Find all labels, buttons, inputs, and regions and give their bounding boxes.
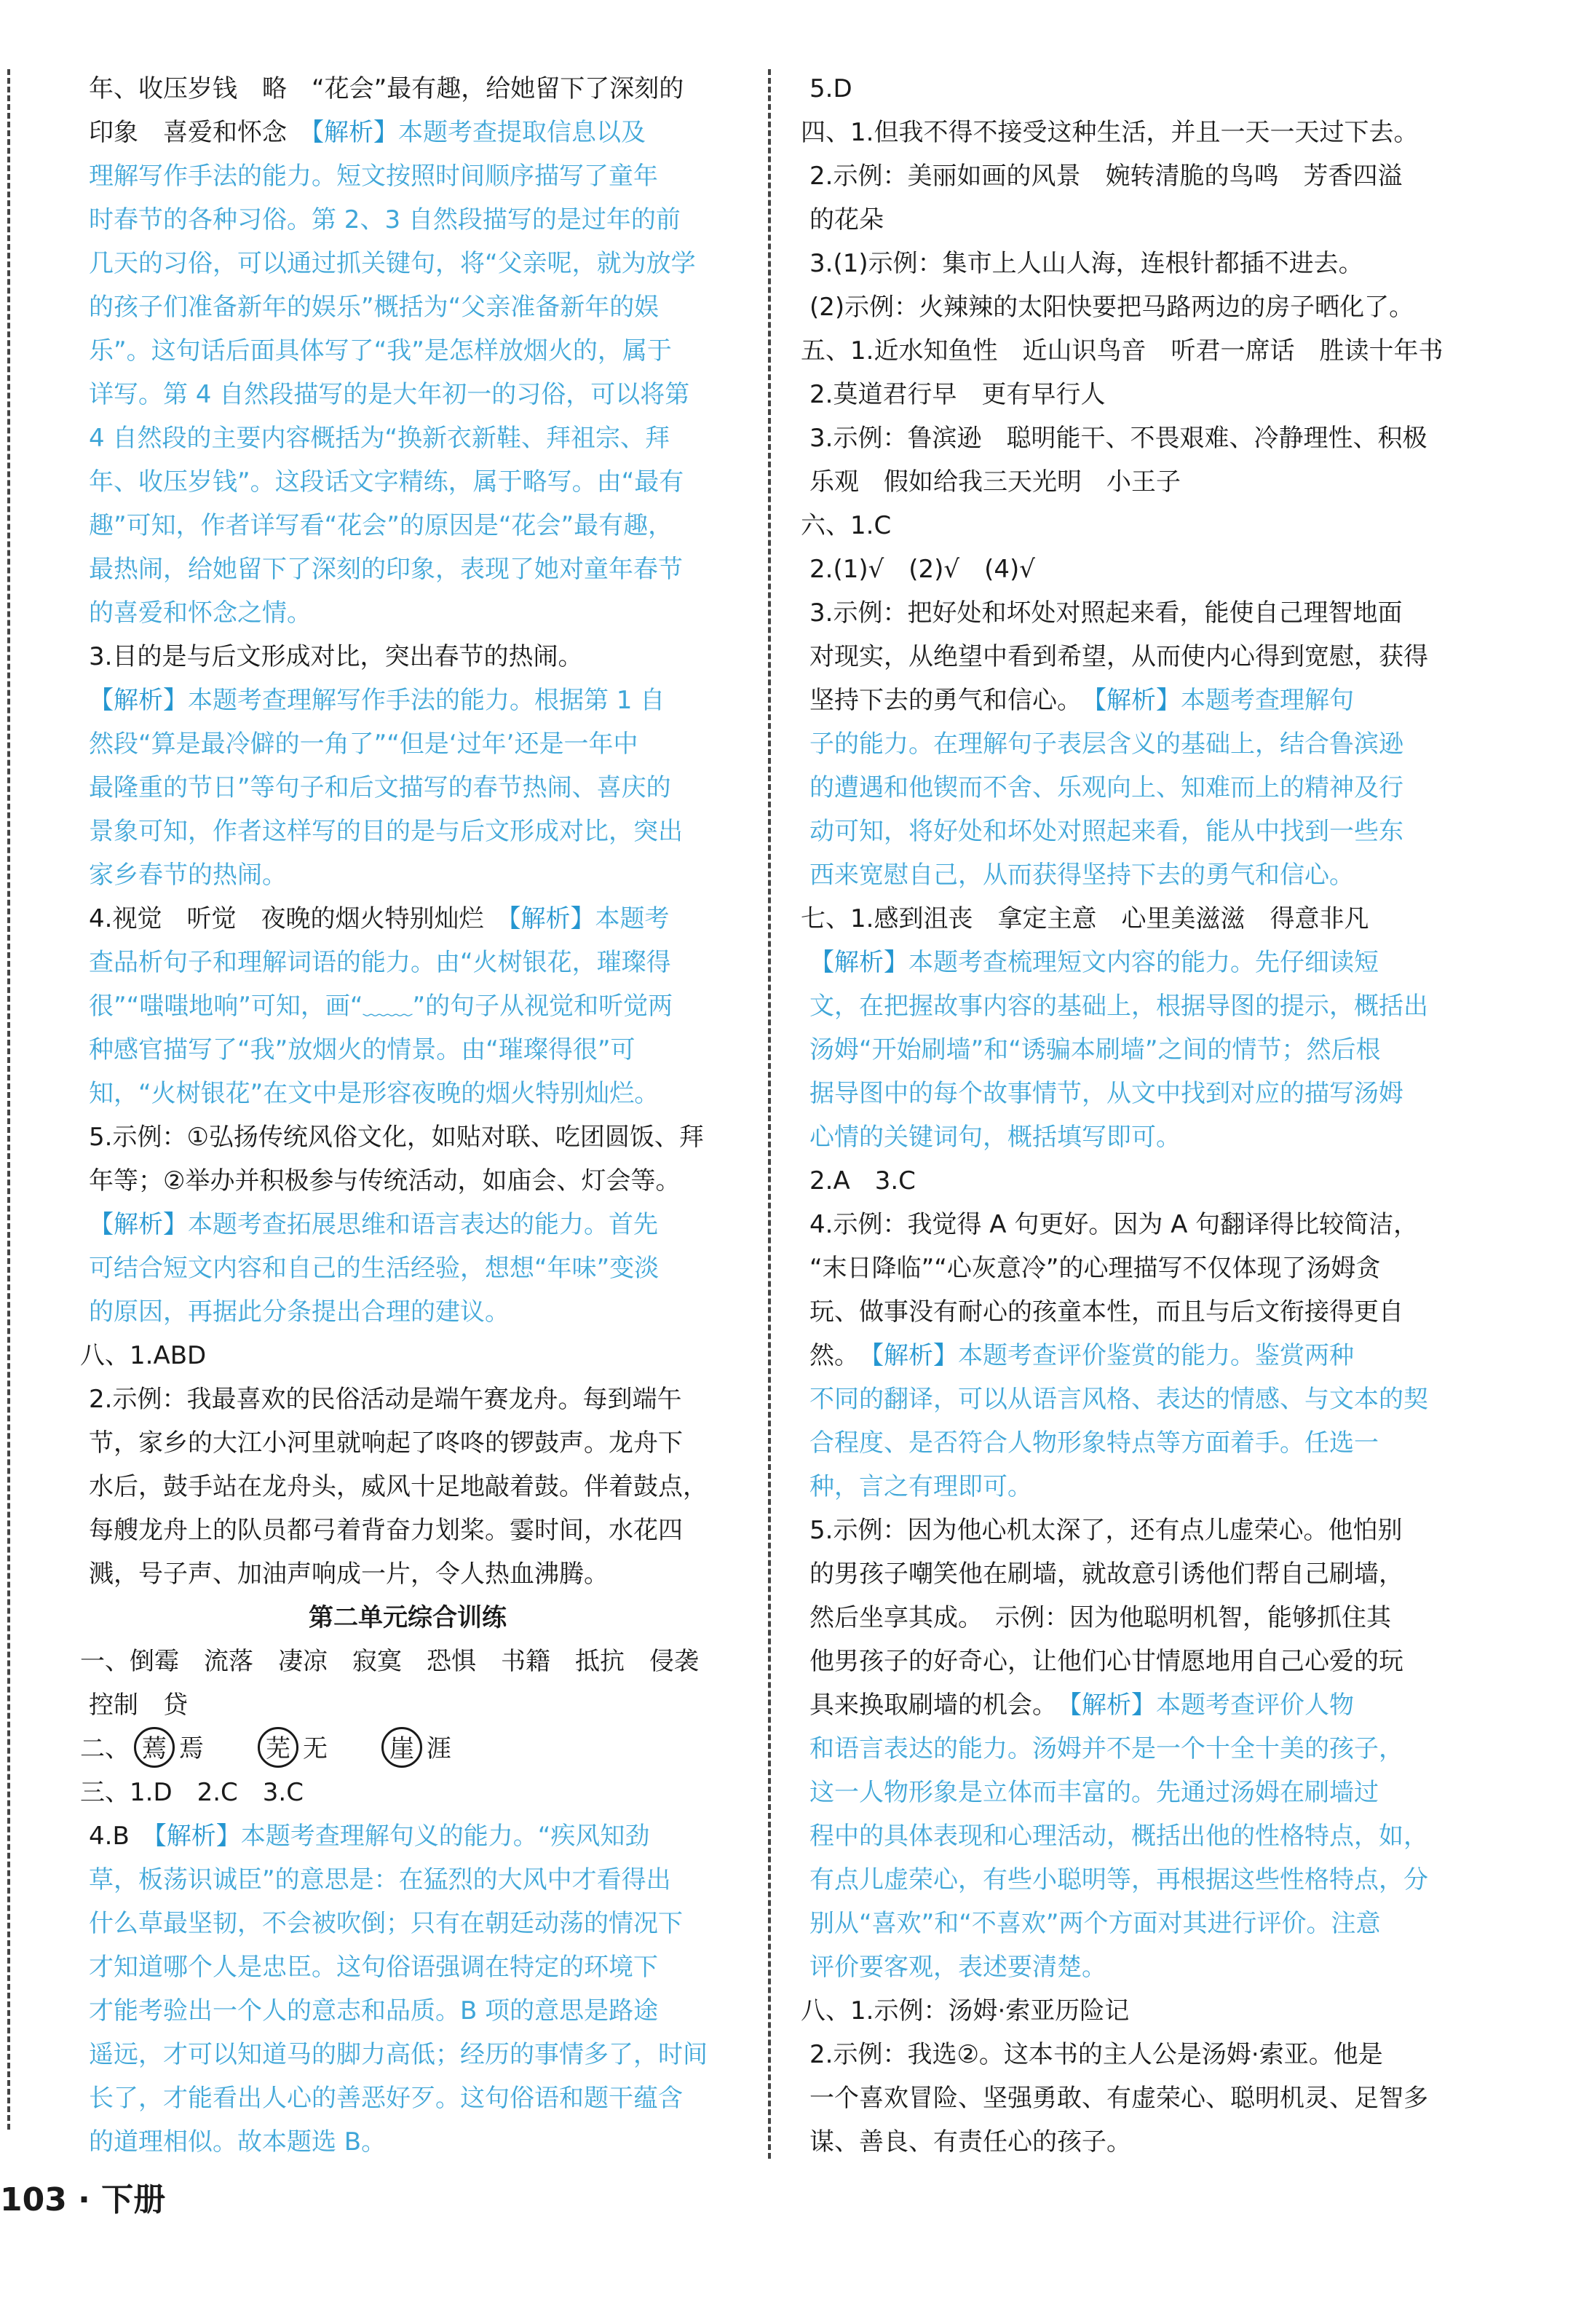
right-line: [801, 1072, 1492, 1115]
analysis-text: 本题考查理解句: [1181, 686, 1354, 715]
line-text: 2.示例：我选②。这本书的主人公是汤姆·索亚。他是: [809, 2040, 1383, 2069]
line-text: 草，板荡识诚臣”的意思是：在猛烈的大风中才看得出: [89, 1865, 671, 1894]
right-line: [801, 1596, 1492, 1640]
left-line: [80, 111, 735, 154]
left-line: [80, 1683, 735, 1727]
left-line: [80, 1115, 735, 1159]
analysis-tag: 【解析】: [89, 686, 188, 715]
right-line: [801, 329, 1492, 373]
line-text: 具来换取刷墙的机会。: [809, 1691, 1069, 1720]
left-line: [80, 1771, 735, 1814]
left-line: [80, 591, 735, 635]
right-column: [801, 67, 1492, 2164]
line-text: 理解写作手法的能力。短文按照时间顺序描写了童年: [89, 162, 658, 191]
line-text: 4.示例：我觉得 A 句更好。因为 A 句翻译得比较简洁，: [809, 1210, 1419, 1239]
left-line: [80, 1596, 735, 1640]
line-text: 七、1.感到沮丧 拿定主意 心里美滋滋 得意非凡: [801, 904, 1369, 933]
left-line: [80, 1334, 735, 1378]
line-text: 溅，号子声、加油声响成一片，令人热血沸腾。: [89, 1560, 609, 1589]
analysis-text: 本题考查梳理短文内容的能力。先仔细读短: [908, 948, 1379, 977]
analysis-text: 本题考查提取信息以及: [398, 118, 646, 147]
left-line: [80, 1814, 735, 1858]
line-text: 一个喜欢冒险、坚强勇敢、有虚荣心、聪明机灵、足智多: [809, 2084, 1428, 2113]
left-line: [80, 242, 735, 285]
left-line: [80, 635, 735, 679]
line-text: 景象可知，作者这样写的目的是与后文形成对比，突出: [89, 817, 683, 846]
line-text: 谋、善良、有责任心的孩子。: [809, 2127, 1131, 2157]
line-text: 然段“算是最冷僻的一角了”“但是‘过年’还是一年中: [89, 730, 638, 759]
left-line: [80, 984, 735, 1028]
right-line: [801, 1159, 1492, 1203]
line-text: 2.(1)√ (2)√ (4)√: [809, 555, 1035, 584]
line-text: 2.示例：我最喜欢的民俗活动是端午赛龙舟。每到端午: [89, 1385, 682, 1414]
line-text: 4.视觉 听觉 夜晚的烟火特别灿烂: [89, 904, 509, 933]
left-line: [80, 504, 735, 548]
line-text: 三、1.D 2.C 3.C: [80, 1778, 304, 1807]
right-line: [801, 1945, 1492, 1989]
left-line: [80, 1072, 735, 1115]
left-line: [80, 1989, 735, 2033]
line-text: 最热闹，给她留下了深刻的印象，表现了她对童年春节: [89, 555, 683, 584]
right-line: [801, 460, 1492, 504]
left-line: [80, 766, 735, 810]
line-text: 印象 喜爱和怀念: [89, 118, 312, 147]
right-line: [801, 1858, 1492, 1902]
left-line: [80, 1378, 735, 1421]
left-margin-rule: [7, 69, 10, 2130]
right-line: [801, 1683, 1492, 1727]
right-line: [801, 1421, 1492, 1465]
right-line: [801, 198, 1492, 242]
line-text: (2)示例：火辣辣的太阳快要把马路两边的房子晒化了。: [809, 293, 1414, 322]
line-text: 第二单元综合训练: [309, 1603, 507, 1632]
analysis-tag: 【解析】: [809, 948, 908, 977]
line-text: 种，言之有理即可。: [809, 1472, 1032, 1501]
line-text: 据导图中的每个故事情节，从文中找到对应的描写汤姆: [809, 1079, 1403, 1108]
left-line: [80, 1945, 735, 1989]
left-line: [80, 1858, 735, 1902]
line-text: 和语言表达的能力。汤姆并不是一个十全十美的孩子，: [809, 1734, 1403, 1763]
line-text: 然。: [809, 1341, 871, 1370]
right-line: [801, 1771, 1492, 1814]
right-line: [801, 1465, 1492, 1509]
line-text: 节，家乡的大江小河里就响起了咚咚的锣鼓声。龙舟下: [89, 1428, 683, 1458]
line-text: 时春节的各种习俗。第 2、3 自然段描写的是过年的前: [89, 205, 681, 234]
right-line: [801, 635, 1492, 679]
line-text: 3.(1)示例：集市上人山人海，连根针都插不进去。: [809, 249, 1363, 278]
line-text: 控制 贷: [89, 1691, 188, 1720]
page-footer: 103 · 下册: [0, 2181, 166, 2218]
analysis-text: 本题考查拓展思维和语言表达的能力。首先: [188, 1210, 658, 1239]
line-text: 5.示例：因为他心机太深了，还有点儿虚荣心。他怕别: [809, 1516, 1403, 1545]
line-text: 2.示例：美丽如画的风景 婉转清脆的鸟鸣 芳香四溢: [809, 162, 1403, 191]
line-text: 的道理相似。故本题选 B。: [89, 2127, 387, 2157]
line-text: 每艘龙舟上的队员都弓着背奋力划桨。霎时间，水花四: [89, 1516, 683, 1545]
left-line: [80, 2033, 735, 2076]
line-text: 乐”。这句话后面具体写了“我”是怎样放烟火的，属于: [89, 336, 672, 365]
left-line: [80, 941, 735, 984]
line-text: 合程度、是否符合人物形象特点等方面着手。任选一: [809, 1428, 1379, 1458]
line-text: 别从“喜欢”和“不喜欢”两个方面对其进行评价。注意: [809, 1909, 1381, 1938]
circled-character: 崖: [381, 1727, 422, 1768]
line-text: 不同的翻译，可以从语言风格、表达的情感、与文本的契: [809, 1385, 1428, 1414]
left-line: [80, 198, 735, 242]
left-line: [80, 1902, 735, 1945]
right-line: [801, 373, 1492, 416]
right-line: [801, 242, 1492, 285]
line-text: 评价要客观，表述要清楚。: [809, 1953, 1106, 1982]
right-line: [801, 1902, 1492, 1945]
right-line: [801, 897, 1492, 941]
left-line: [80, 2120, 735, 2164]
right-line: [801, 1509, 1492, 1552]
analysis-tag: 【解析】: [508, 904, 595, 933]
left-line: [80, 460, 735, 504]
right-line: [801, 766, 1492, 810]
line-text: 心情的关键词句，概括填写即可。: [809, 1123, 1181, 1152]
left-line: [80, 679, 735, 722]
left-line: [80, 1465, 735, 1509]
line-text: 五、1.近水知鱼性 近山识鸟音 听君一席话 胜读十年书: [801, 336, 1444, 365]
line-text: 趣”可知，作者详写看“花会”的原因是“花会”最有趣，: [89, 511, 673, 540]
left-line: [80, 373, 735, 416]
right-line: [801, 1552, 1492, 1596]
line-text: 的孩子们准备新年的娱乐”概括为“父亲准备新年的娱: [89, 293, 660, 322]
left-line: [80, 1421, 735, 1465]
left-line: [80, 67, 735, 111]
line-text: 的喜爱和怀念之情。: [89, 598, 312, 628]
line-text: 知，“火树银花”在文中是形容夜晚的烟火特别灿烂。: [89, 1079, 660, 1108]
line-text: 5.D: [809, 74, 852, 103]
line-text: 程中的具体表现和心理活动，概括出他的性格特点，如，: [809, 1822, 1428, 1851]
right-line: [801, 1290, 1492, 1334]
line-text: 查品析句子和理解词语的能力。由“火树银花，璀璨得: [89, 948, 671, 977]
left-line: [80, 1290, 735, 1334]
left-line: [80, 416, 735, 460]
line-text: “末日降临”“心灰意冷”的心理描写不仅体现了汤姆贪: [809, 1254, 1381, 1283]
right-line: [801, 853, 1492, 897]
right-line: [801, 591, 1492, 635]
line-text: 然后坐享其成。 示例：因为他聪明机智，能够抓住其: [809, 1603, 1391, 1632]
left-column: [80, 67, 735, 2164]
analysis-text: 本题考查理解写作手法的能力。根据第 1 自: [188, 686, 665, 715]
left-line: [80, 154, 735, 198]
right-line: [801, 548, 1492, 591]
left-line: [80, 2076, 735, 2120]
left-line: [80, 1203, 735, 1246]
circled-character: 蔫: [134, 1727, 175, 1768]
line-text: 文，在把握故事内容的基础上，根据导图的提示，概括出: [809, 992, 1428, 1021]
line-text: 对现实，从绝望中看到希望，从而使内心得到宽慰，获得: [809, 642, 1428, 671]
line-text: 很”“嗤嗤地响”可知，画“﹏﹏”的句子从视觉和听觉两: [89, 992, 673, 1021]
line-text: 家乡春节的热闹。: [89, 861, 287, 890]
line-text: 4 自然段的主要内容概括为“换新衣新鞋、拜祖宗、拜: [89, 424, 670, 453]
right-line: [801, 416, 1492, 460]
line-text: 年等；②举办并积极参与传统活动，如庙会、灯会等。: [89, 1166, 681, 1195]
line-text: 可结合短文内容和自己的生活经验，想想“年味”变淡: [89, 1254, 660, 1283]
right-line: [801, 111, 1492, 154]
line-text: 坚持下去的勇气和信心。: [809, 686, 1094, 715]
line-text: 这一人物形象是立体而丰富的。先通过汤姆在刷墙过: [809, 1778, 1379, 1807]
left-line: [80, 548, 735, 591]
right-line: [801, 1727, 1492, 1771]
right-line: [801, 1203, 1492, 1246]
right-line: [801, 1378, 1492, 1421]
left-line: [80, 853, 735, 897]
right-line: [801, 1028, 1492, 1072]
line-text: 年、收压岁钱”。这段话文字精练，属于略写。由“最有: [89, 467, 684, 497]
right-line: [801, 679, 1492, 722]
line-text: 玩、做事没有耐心的孩童本性，而且与后文衔接得更自: [809, 1297, 1403, 1327]
character-correction: 涯: [427, 1734, 451, 1763]
left-line: [80, 285, 735, 329]
section-number: 二、: [80, 1734, 130, 1763]
left-line: [80, 897, 735, 941]
line-text: 六、1.C: [801, 511, 892, 540]
line-text: 子的能力。在理解句子表层含义的基础上，结合鲁滨逊: [809, 730, 1403, 759]
line-text: 详写。第 4 自然段描写的是大年初一的习俗，可以将第: [89, 380, 690, 409]
left-line: [80, 1727, 735, 1771]
line-text: 最隆重的节日”等句子和后文描写的春节热闹、喜庆的: [89, 773, 671, 802]
line-text: 有点儿虚荣心，有些小聪明等，再根据这些性格特点，分: [809, 1865, 1428, 1894]
line-text: 5.示例：①弘扬传统风俗文化，如贴对联、吃团圆饭、拜: [89, 1123, 704, 1152]
analysis-text: 本题考: [595, 904, 670, 933]
column-divider: [768, 69, 771, 2159]
line-text: 长了，才能看出人心的善恶好歹。这句俗语和题干蕴含: [89, 2084, 683, 2113]
right-line: [801, 67, 1492, 111]
right-line: [801, 1989, 1492, 2033]
line-text: 八、1.示例：汤姆·索亚历险记: [801, 1996, 1130, 2025]
line-text: 2.莫道君行早 更有早行人: [809, 380, 1106, 409]
line-text: 八、1.ABD: [80, 1341, 207, 1370]
right-line: [801, 810, 1492, 853]
line-text: 他男孩子的好奇心，让他们心甘情愿地用自己心爱的玩: [809, 1647, 1403, 1676]
left-line: [80, 329, 735, 373]
line-text: 西来宽慰自己，从而获得坚持下去的勇气和信心。: [809, 861, 1354, 890]
right-line: [801, 2120, 1492, 2164]
left-line: [80, 1159, 735, 1203]
line-text: 动可知，将好处和坏处对照起来看，能从中找到一些东: [809, 817, 1403, 846]
line-text: 2.A 3.C: [809, 1166, 916, 1195]
analysis-tag: 【解析】: [154, 1822, 241, 1851]
circled-character: 芜: [258, 1727, 298, 1768]
right-line: [801, 1115, 1492, 1159]
right-line: [801, 1246, 1492, 1290]
left-line: [80, 810, 735, 853]
line-text: 汤姆“开始刷墙”和“诱骗本刷墙”之间的情节；然后根: [809, 1035, 1381, 1064]
left-line: [80, 1640, 735, 1683]
line-text: 几天的习俗，可以通过抓关键句，将“父亲呢，就为放学: [89, 249, 696, 278]
line-text: 的花朵: [809, 205, 884, 234]
line-text: 的男孩子嘲笑他在刷墙，就故意引诱他们帮自己刷墙，: [809, 1560, 1403, 1589]
right-line: [801, 984, 1492, 1028]
right-line: [801, 2076, 1492, 2120]
line-text: 3.示例：把好处和坏处对照起来看，能使自己理智地面: [809, 598, 1403, 628]
line-text: 才能考验出一个人的意志和品质。B 项的意思是路途: [89, 1996, 659, 2025]
line-text: 的原因，再据此分条提出合理的建议。: [89, 1297, 510, 1327]
analysis-text: 本题考查理解句义的能力。“疾风知劲: [240, 1822, 650, 1851]
right-line: [801, 285, 1492, 329]
analysis-tag: 【解析】: [89, 1210, 188, 1239]
right-line: [801, 2033, 1492, 2076]
analysis-text: 本题考查评价人物: [1156, 1691, 1354, 1720]
character-correction: 无: [303, 1734, 377, 1763]
left-line: [80, 1028, 735, 1072]
line-text: 年、收压岁钱 略 “花会”最有趣，给她留下了深刻的: [89, 74, 684, 103]
line-text: 乐观 假如给我三天光明 小王子: [809, 467, 1181, 497]
line-text: 种感官描写了“我”放烟火的情景。由“璀璨得很”可: [89, 1035, 635, 1064]
left-line: [80, 722, 735, 766]
right-line: [801, 504, 1492, 548]
right-line: [801, 722, 1492, 766]
right-line: [801, 1334, 1492, 1378]
left-line: [80, 1509, 735, 1552]
right-line: [801, 154, 1492, 198]
left-line: [80, 1246, 735, 1290]
analysis-tag: 【解析】: [1069, 1691, 1156, 1720]
analysis-tag: 【解析】: [312, 118, 398, 147]
line-text: 四、1.但我不得不接受这种生活，并且一天一天过下去。: [801, 118, 1419, 147]
left-line: [80, 1552, 735, 1596]
right-line: [801, 941, 1492, 984]
line-text: 遥远，才可以知道马的脚力高低；经历的事情多了，时间: [89, 2040, 708, 2069]
line-text: 一、倒霉 流落 凄凉 寂寞 恐惧 书籍 抵抗 侵袭: [80, 1647, 699, 1676]
right-line: [801, 1640, 1492, 1683]
analysis-tag: 【解析】: [1094, 686, 1181, 715]
line-text: 4.B: [89, 1822, 154, 1851]
analysis-text: 本题考查评价鉴赏的能力。鉴赏两种: [958, 1341, 1354, 1370]
analysis-tag: 【解析】: [871, 1341, 958, 1370]
character-correction: 焉: [179, 1734, 253, 1763]
line-text: 3.目的是与后文形成对比，突出春节的热闹。: [89, 642, 583, 671]
line-text: 什么草最坚韧，不会被吹倒；只有在朝廷动荡的情况下: [89, 1909, 683, 1938]
right-line: [801, 1814, 1492, 1858]
line-text: 的遭遇和他锲而不舍、乐观向上、知难而上的精神及行: [809, 773, 1403, 802]
line-text: 水后，鼓手站在龙舟头，威风十足地敲着鼓。伴着鼓点，: [89, 1472, 708, 1501]
line-text: 才知道哪个人是忠臣。这句俗语强调在特定的环境下: [89, 1953, 658, 1982]
line-text: 3.示例：鲁滨逊 聪明能干、不畏艰难、冷静理性、积极: [809, 424, 1427, 453]
